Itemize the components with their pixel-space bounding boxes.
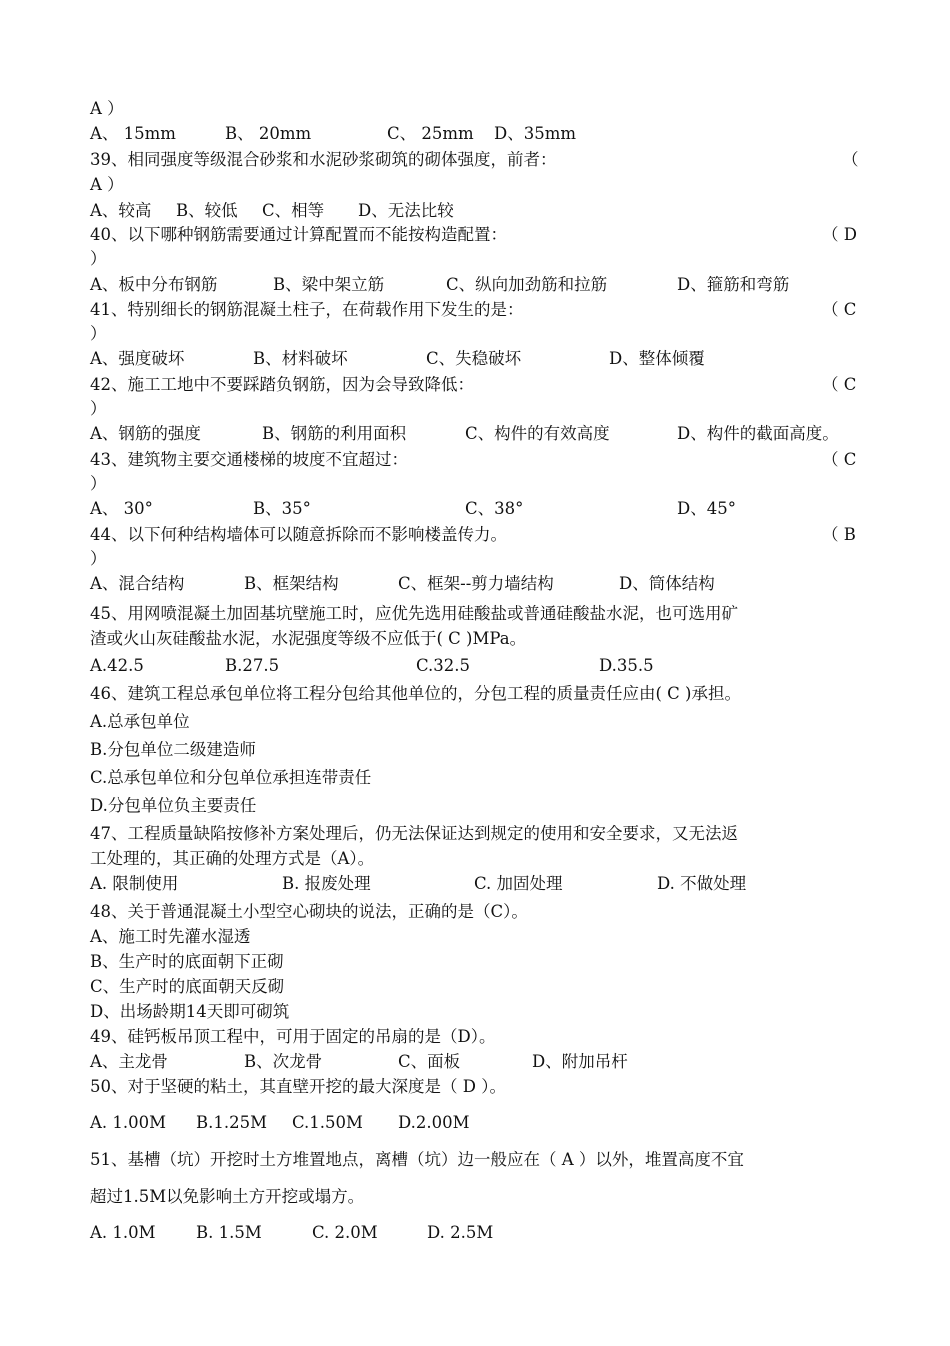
q48-option-b: B、生产时的底面朝下正砌	[90, 952, 284, 971]
option: C、 25mm	[387, 124, 474, 143]
q42-options	[90, 423, 839, 445]
q42-answer: （ C	[822, 375, 857, 394]
q51-line2: 超过1.5M以免影响土方开挖或塌方。	[90, 1187, 365, 1206]
q45-line2: 渣或火山灰硅酸盐水泥，水泥强度等级不应低于( C )MPa。	[90, 629, 527, 648]
option: D、箍筋和弯筋	[677, 275, 790, 294]
option: C.1.50M	[292, 1113, 363, 1132]
q46-option-d: D.分包单位负主要责任	[90, 796, 257, 815]
option: B、框架结构	[244, 574, 339, 593]
q40-close: ）	[90, 249, 107, 268]
option: D、构件的截面高度。	[677, 424, 839, 443]
option: C.32.5	[416, 656, 471, 675]
option: A、较高	[90, 201, 152, 220]
option: C、38°	[465, 499, 524, 518]
option: B.27.5	[225, 656, 280, 675]
option: B.1.25M	[196, 1113, 268, 1132]
option: D.35.5	[599, 656, 654, 675]
option: C、框架--剪力墙结构	[398, 574, 554, 593]
option: D、45°	[677, 499, 736, 518]
q46-text: 46、建筑工程总承包单位将工程分包给其他单位的，分包工程的质量责任应由( C )承担。	[90, 684, 741, 703]
option: B、较低	[176, 201, 238, 220]
option: A. 1.0M	[90, 1223, 156, 1242]
q41-answer: （ C	[822, 300, 857, 319]
option: D、筒体结构	[619, 574, 715, 593]
q38-options	[90, 123, 576, 145]
q48-option-d: D、出场龄期14天即可砌筑	[90, 1002, 290, 1021]
option: B、钢筋的利用面积	[262, 424, 407, 443]
option: D、整体倾覆	[609, 349, 705, 368]
q45-options	[90, 655, 654, 677]
q40-text: 40、以下哪种钢筋需要通过计算配置而不能按构造配置：	[90, 225, 507, 244]
option: B、 20mm	[225, 124, 312, 143]
q41-text: 41、特别细长的钢筋混凝土柱子，在荷载作用下发生的是：	[90, 300, 524, 319]
option: C、面板	[398, 1052, 461, 1071]
q39-bracket: （	[842, 150, 859, 169]
option: C、相等	[262, 201, 325, 220]
option: A、混合结构	[90, 574, 185, 593]
q45-line1: 45、用网喷混凝土加固基坑壁施工时，应优先选用硅酸盐或普通硅酸盐水泥，也可选用矿	[90, 604, 738, 623]
q40-answer: （ D	[822, 225, 857, 244]
option: A. 1.00M	[90, 1113, 167, 1132]
q41-close: ）	[90, 324, 107, 343]
q48-text: 48、关于普通混凝土小型空心砌块的说法，正确的是（C）。	[90, 902, 528, 921]
q46-option-c: C.总承包单位和分包单位承担连带责任	[90, 768, 372, 787]
option: C、纵向加劲筋和拉筋	[446, 275, 608, 294]
option: B、材料破坏	[253, 349, 348, 368]
option: A.42.5	[90, 656, 144, 675]
q49-options	[90, 1051, 628, 1073]
q39-options	[90, 200, 454, 222]
option: B、35°	[253, 499, 311, 518]
q44-close: ）	[90, 549, 107, 568]
q44-text: 44、以下何种结构墙体可以随意拆除而不影响楼盖传力。	[90, 525, 507, 544]
option: D. 2.5M	[427, 1223, 494, 1242]
option: D. 不做处理	[657, 874, 747, 893]
q51-options	[90, 1222, 493, 1244]
q48-option-c: C、生产时的底面朝天反砌	[90, 977, 285, 996]
q39-text: 39、相同强度等级混合砂浆和水泥砂浆砌筑的砌体强度，前者：	[90, 150, 557, 169]
q40-options	[90, 274, 789, 296]
q46-option-b: B.分包单位二级建造师	[90, 740, 256, 759]
q38-answer-tail: A ）	[90, 99, 124, 118]
q48-option-a: A、施工时先灌水湿透	[90, 927, 251, 946]
option: A、强度破坏	[90, 349, 185, 368]
q39-answer-tail: A ）	[90, 175, 124, 194]
q47-line1: 47、工程质量缺陷按修补方案处理后，仍无法保证达到规定的使用和安全要求，又无法返	[90, 824, 738, 843]
option: B. 报废处理	[282, 874, 371, 893]
option: C、构件的有效高度	[465, 424, 610, 443]
q43-close: ）	[90, 474, 107, 493]
q43-text: 43、建筑物主要交通楼梯的坡度不宜超过：	[90, 450, 408, 469]
q42-text: 42、施工工地中不要踩踏负钢筋，因为会导致降低：	[90, 375, 474, 394]
q44-options	[90, 573, 715, 595]
q50-text: 50、对于坚硬的粘土，其直壁开挖的最大深度是（ D ）。	[90, 1077, 506, 1096]
q47-options	[90, 873, 746, 895]
q47-line2: 工处理的，其正确的处理方式是（A）。	[90, 849, 375, 868]
option: A、钢筋的强度	[90, 424, 201, 443]
option: C、失稳破坏	[426, 349, 522, 368]
option: C. 2.0M	[312, 1223, 378, 1242]
q51-line1: 51、基槽（坑）开挖时土方堆置地点，离槽（坑）边一般应在（ A ）以外，堆置高度不宜	[90, 1150, 744, 1169]
q46-option-a: A.总承包单位	[90, 712, 190, 731]
option: D.2.00M	[398, 1113, 470, 1132]
option: B. 1.5M	[196, 1223, 262, 1242]
option: B、梁中架立筋	[273, 275, 385, 294]
q41-options	[90, 348, 705, 370]
option: A、 15mm	[90, 124, 176, 143]
q42-close: ）	[90, 399, 107, 418]
q49-text: 49、硅钙板吊顶工程中，可用于固定的吊扇的是（D）。	[90, 1027, 496, 1046]
option: A. 限制使用	[90, 874, 179, 893]
option: B、次龙骨	[244, 1052, 323, 1071]
option: D、35mm	[494, 124, 577, 143]
option: A、 30°	[90, 499, 153, 518]
option: A、板中分布钢筋	[90, 275, 218, 294]
option: D、附加吊杆	[532, 1052, 628, 1071]
option: A、主龙骨	[90, 1052, 168, 1071]
q50-options	[90, 1112, 470, 1134]
option: C. 加固处理	[474, 874, 563, 893]
option: D、无法比较	[358, 201, 454, 220]
q44-answer: （ B	[822, 525, 856, 544]
q43-answer: （ C	[822, 450, 857, 469]
q43-options	[90, 498, 736, 520]
